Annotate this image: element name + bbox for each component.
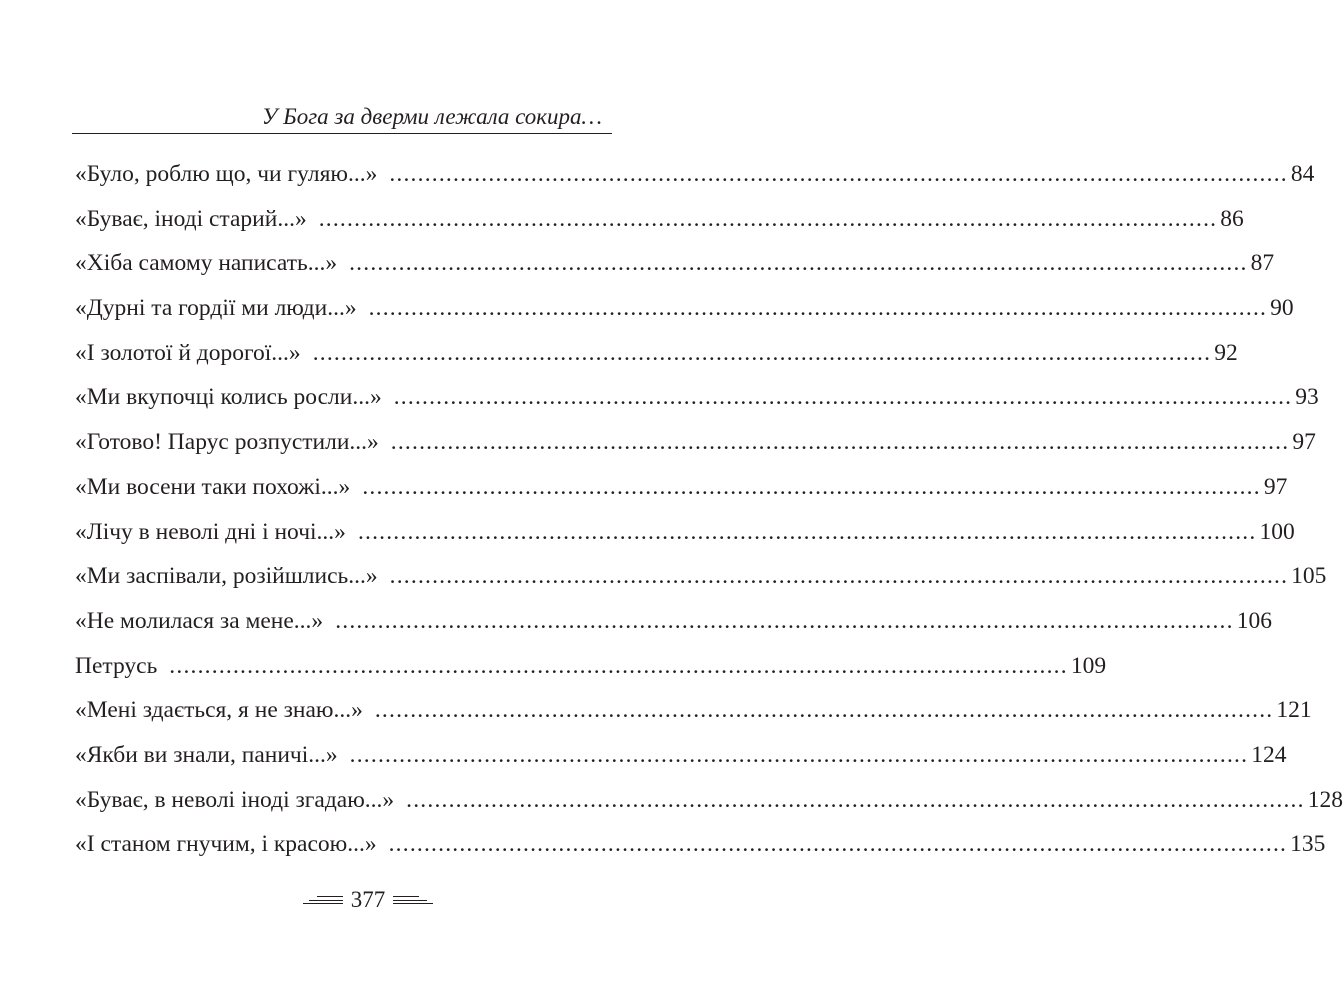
toc-dot-leader: ............................................................................................................................... xyxy=(362,473,1261,500)
toc-entry xyxy=(75,644,1107,689)
toc-entry-page: 97 xyxy=(1292,429,1316,456)
toc-dot-leader: ............................................................................................................................... xyxy=(390,429,1290,456)
toc-entry xyxy=(75,375,1319,420)
toc-entry-title: «Ми заспівали, розійшлись...» xyxy=(75,563,378,590)
toc-entry xyxy=(75,241,1275,286)
toc-entry-page: 105 xyxy=(1291,563,1327,590)
toc-dot-leader: ............................................................................................................................... xyxy=(368,295,1268,322)
toc-entry xyxy=(75,465,1288,510)
toc-entry-title: «Мені здається, я не знаю...» xyxy=(75,697,363,724)
toc-entry-title: «І станом гнучим, і красою...» xyxy=(75,831,377,858)
toc-entry-title: «І золотої й дорогої...» xyxy=(75,339,301,366)
toc-entry-title: «Ми восени таки похожі...» xyxy=(75,473,351,500)
toc-entry-page: 106 xyxy=(1236,607,1272,634)
toc-entry xyxy=(75,778,1343,823)
toc-dot-leader: ............................................................................................................................... xyxy=(349,250,1248,277)
toc-dot-leader: ............................................................................................................................... xyxy=(335,607,1234,634)
toc-dot-leader: ............................................................................................................................... xyxy=(388,831,1288,858)
toc-entry-page: 90 xyxy=(1270,295,1294,322)
toc-entry-page: 86 xyxy=(1220,205,1244,232)
toc-entry-page: 97 xyxy=(1263,473,1288,500)
toc-entry-page: 121 xyxy=(1276,697,1312,724)
toc-dot-leader: ............................................................................................................................... xyxy=(374,697,1274,724)
page-number: 377 xyxy=(350,887,386,912)
toc-entry-page: 135 xyxy=(1290,831,1326,858)
toc-entry-title: «Не молилася за мене...» xyxy=(75,607,324,634)
folio-lines-ornament xyxy=(393,896,433,904)
toc-entry xyxy=(75,822,1326,867)
toc-dot-leader: ............................................................................................................................... xyxy=(357,518,1257,545)
toc-entry-page: 92 xyxy=(1214,339,1238,366)
toc-entry-page: 124 xyxy=(1251,741,1287,768)
toc-entry xyxy=(75,510,1295,555)
toc-dot-leader: ............................................................................................................................... xyxy=(312,339,1212,366)
toc-entry-title: «Буває, іноді старий...» xyxy=(75,205,307,232)
toc-entry-title: «Лічу в неволі дні і ночі...» xyxy=(75,518,346,545)
table-of-contents xyxy=(75,152,1343,867)
toc-entry xyxy=(75,733,1287,778)
toc-dot-leader: ............................................................................................................................... xyxy=(406,786,1305,813)
toc-entry xyxy=(75,286,1294,331)
toc-entry xyxy=(75,197,1244,242)
toc-entry-page: 84 xyxy=(1290,161,1315,187)
toc-entry-title: «Ми вкупочці колись росли...» xyxy=(75,384,382,411)
toc-entry-title: «Хіба самому написать...» xyxy=(75,250,338,277)
toc-entry-page: 87 xyxy=(1250,250,1275,277)
folio-lines-ornament xyxy=(303,896,343,904)
toc-entry-page: 100 xyxy=(1259,518,1295,545)
toc-entry-title: «Було, роблю що, чи гуляю...» xyxy=(75,161,378,187)
toc-dot-leader: ............................................................................................................................... xyxy=(318,205,1218,232)
toc-entry-title: «Якби ви знали, паничі...» xyxy=(75,741,338,768)
running-head: У Бога за дверми лежала сокира… xyxy=(261,104,602,129)
toc-entry-title: «Буває, в неволі іноді згадаю...» xyxy=(75,786,395,813)
toc-entry xyxy=(75,331,1238,376)
toc-dot-leader: ............................................................................................................................... xyxy=(389,563,1289,590)
toc-entry xyxy=(75,554,1327,599)
toc-entry xyxy=(75,599,1272,644)
header-rule xyxy=(72,133,612,134)
toc-dot-leader: ............................................................................................................................... xyxy=(169,652,1068,679)
toc-entry-title: «Готово! Парус розпустили...» xyxy=(75,429,379,456)
toc-entry-title: «Дурні та гордії ми люди...» xyxy=(75,295,357,322)
toc-entry xyxy=(75,688,1312,733)
toc-entry xyxy=(75,152,1315,197)
toc-entry-page: 128 xyxy=(1307,786,1343,813)
toc-entry-page: 93 xyxy=(1295,384,1319,411)
toc-dot-leader: ............................................................................................................................... xyxy=(393,384,1293,411)
page-footer xyxy=(0,882,736,918)
toc-entry-page: 109 xyxy=(1070,652,1107,679)
toc-entry xyxy=(75,420,1316,465)
toc-dot-leader: ............................................................................................................................... xyxy=(389,161,1288,187)
toc-entry-title: Петрусь xyxy=(75,652,158,679)
toc-dot-leader: ............................................................................................................................... xyxy=(349,741,1249,768)
